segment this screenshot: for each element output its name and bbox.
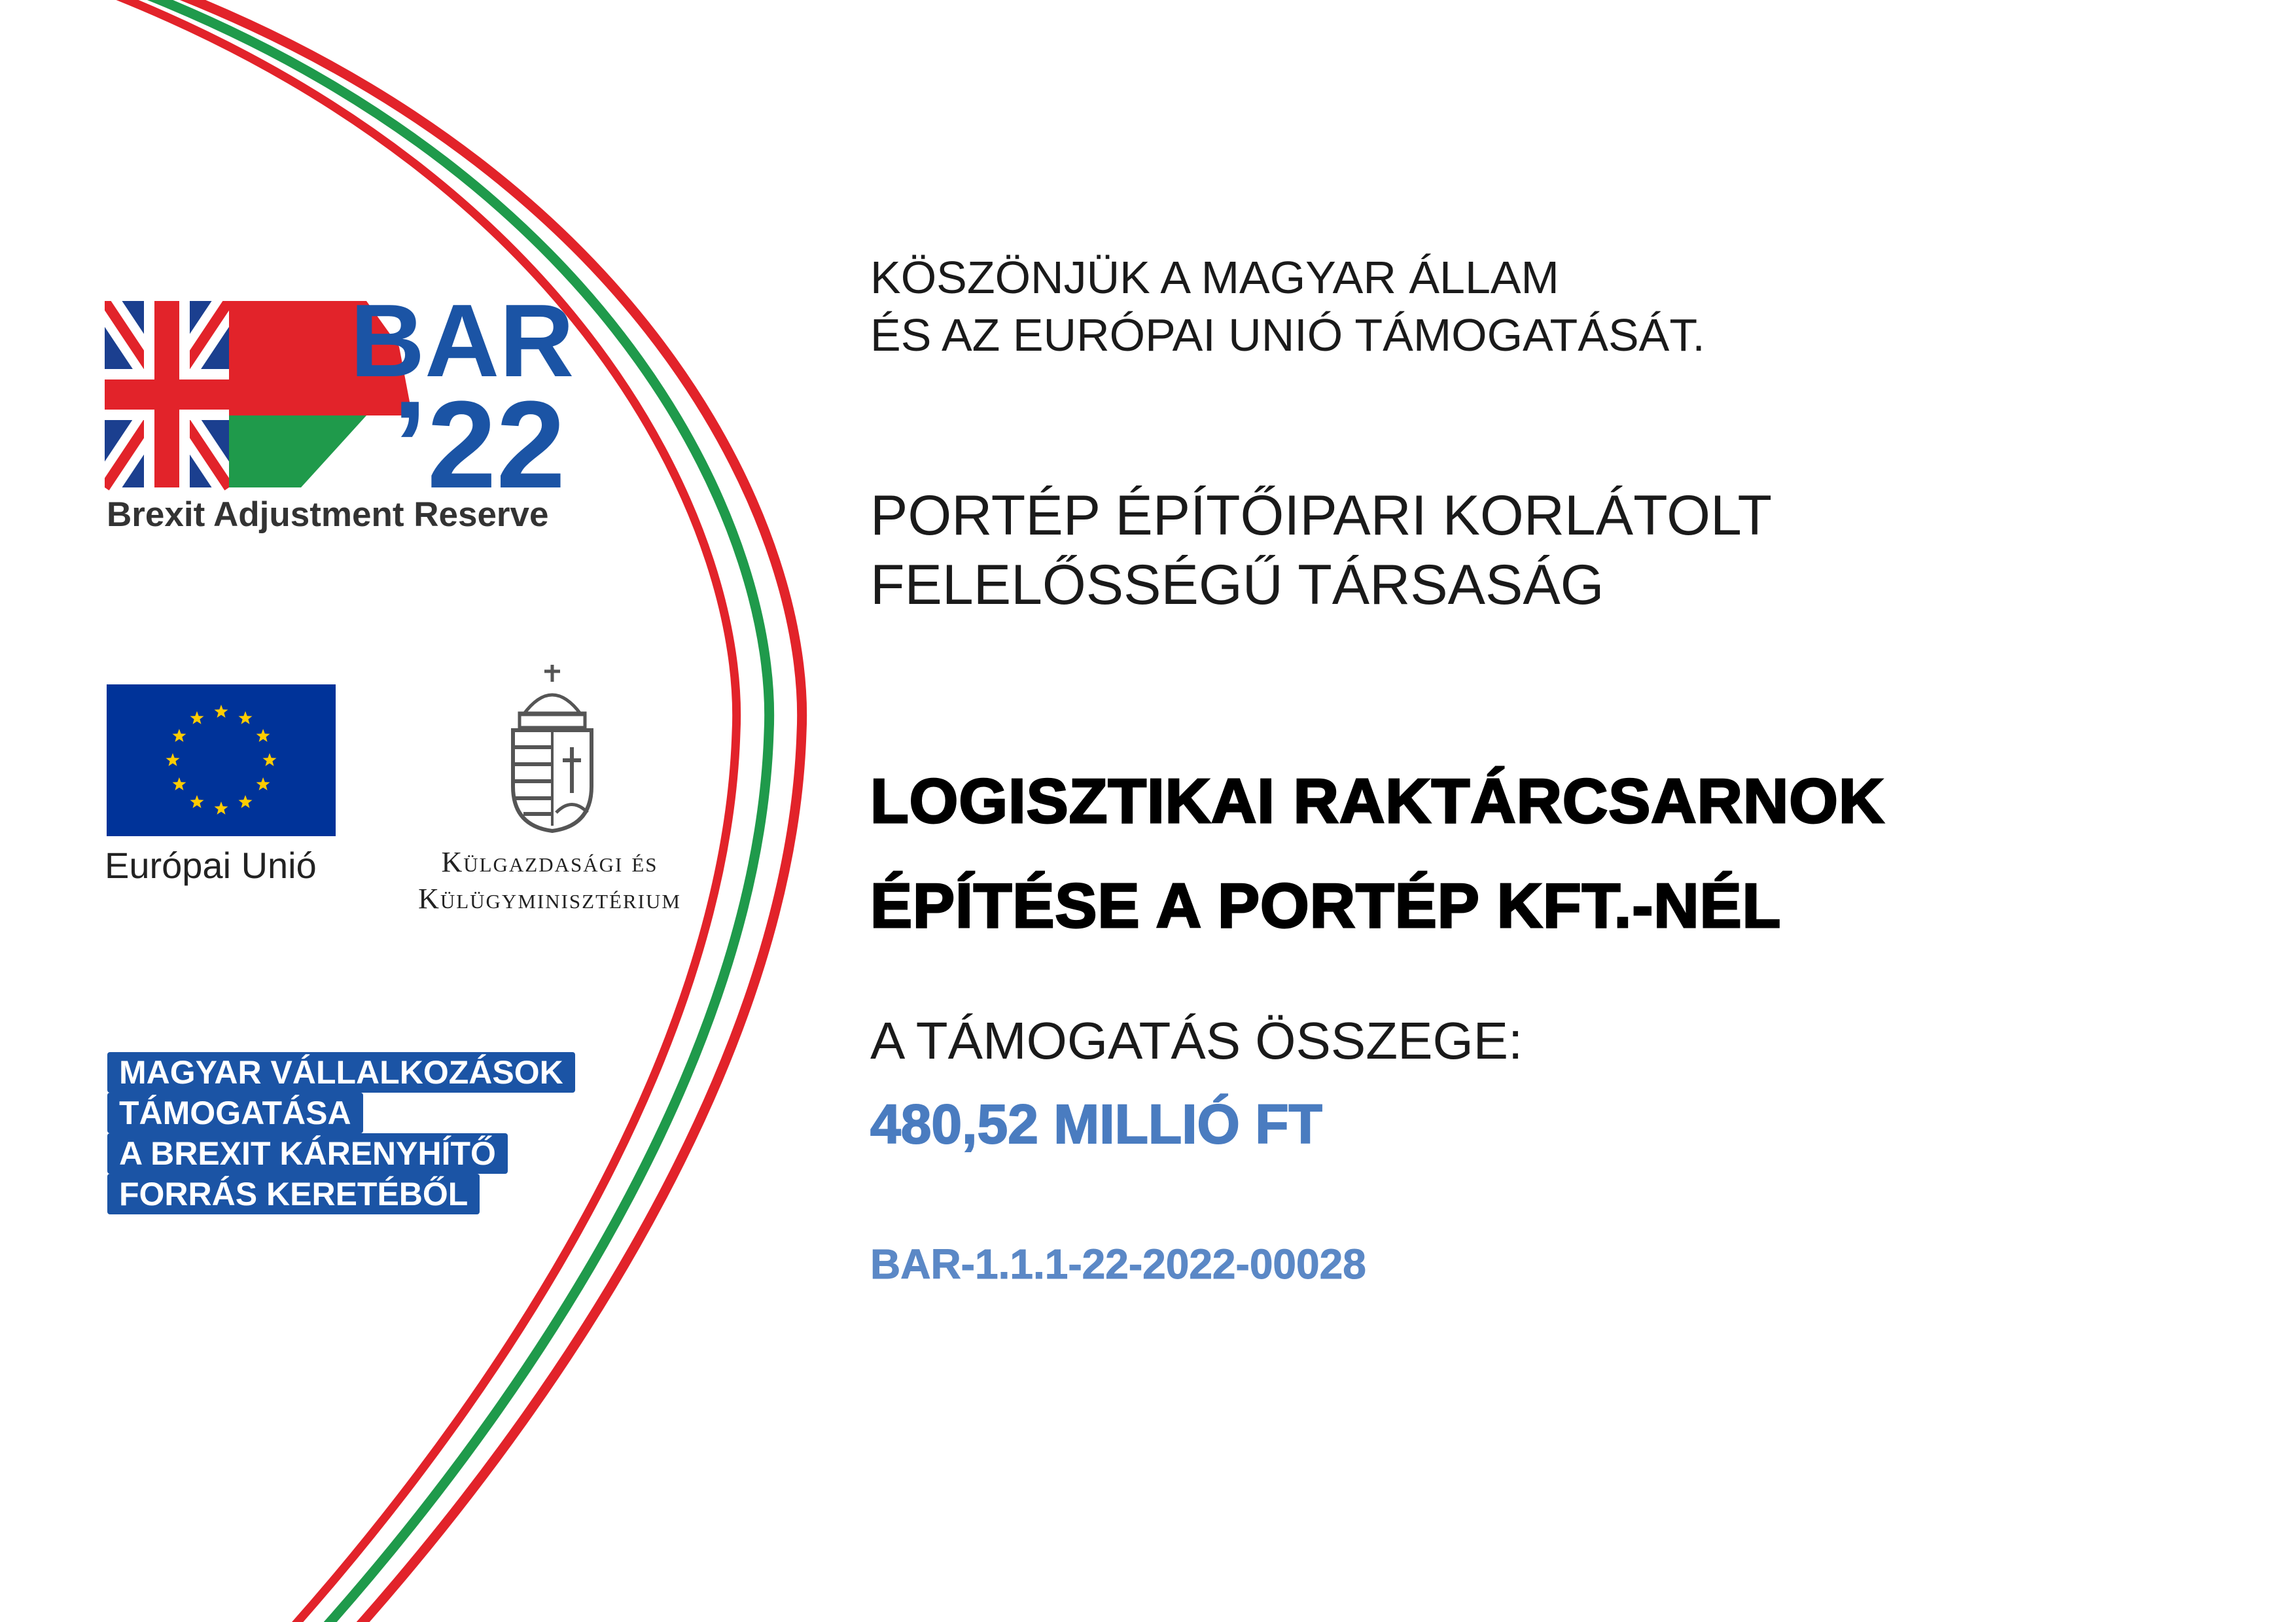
eu-star-icon <box>215 802 228 815</box>
thanks-text <box>870 249 1705 364</box>
amount-value: 480,52 MILLIÓ FT <box>870 1093 1322 1155</box>
amount-label: A TÁMOGATÁS ÖSSZEGE: <box>870 1012 1523 1070</box>
eu-flag <box>107 684 336 836</box>
eu-star-icon <box>190 795 204 808</box>
eu-stars-icon <box>107 684 336 836</box>
bar-year-text: ’22 <box>393 376 566 514</box>
eu-star-icon <box>215 705 228 718</box>
company-line1: PORTÉP ÉPÍTŐIPARI KORLÁTOLT <box>870 484 1772 547</box>
bar-caption: Brexit Adjustment Reserve <box>107 495 549 534</box>
eu-label: Európai Unió <box>105 845 317 886</box>
project-id: BAR-1.1.1-22-2022-00028 <box>870 1241 1366 1288</box>
union-jack-icon <box>105 301 229 487</box>
eu-star-icon <box>256 777 270 790</box>
project-line1: LOGISZTIKAI RAKTÁRCSARNOK <box>870 766 1885 836</box>
project-line2: ÉPÍTÉSE A PORTÉP KFT.-NÉL <box>870 871 1782 941</box>
eu-star-icon <box>256 729 270 742</box>
eu-star-icon <box>166 753 180 766</box>
thanks-line2: ÉS AZ EURÓPAI UNIÓ TÁMOGATÁSÁT. <box>870 309 1705 361</box>
ministry-label-line2: Külügyminisztérium <box>418 883 681 915</box>
eu-star-icon <box>173 777 186 790</box>
bar-mark-text: BAR <box>350 301 574 398</box>
ministry-label-line1: Külgazdasági és <box>441 846 658 878</box>
company-name <box>870 481 1772 620</box>
ministry-label <box>386 844 713 917</box>
eu-star-icon <box>239 795 253 808</box>
brexit-box-line: FORRÁS KERETÉBŐL <box>107 1174 480 1214</box>
thanks-line1: KÖSZÖNJÜK A MAGYAR ÁLLAM <box>870 252 1559 303</box>
coat-of-arms-icon <box>504 662 601 835</box>
brexit-box-line: TÁMOGATÁSA <box>107 1093 363 1133</box>
project-title <box>870 749 1884 959</box>
eu-star-icon <box>263 753 277 766</box>
eu-star-icon <box>173 729 186 742</box>
company-line2: FELELŐSSÉGŰ TÁRSASÁG <box>870 554 1604 616</box>
eu-star-icon <box>239 711 253 724</box>
brexit-box-line: MAGYAR VÁLLALKOZÁSOK <box>107 1052 575 1093</box>
eu-star-icon <box>190 711 204 724</box>
brexit-box-line: A BREXIT KÁRENYHÍTŐ <box>107 1133 508 1174</box>
brexit-support-box <box>107 1052 575 1214</box>
